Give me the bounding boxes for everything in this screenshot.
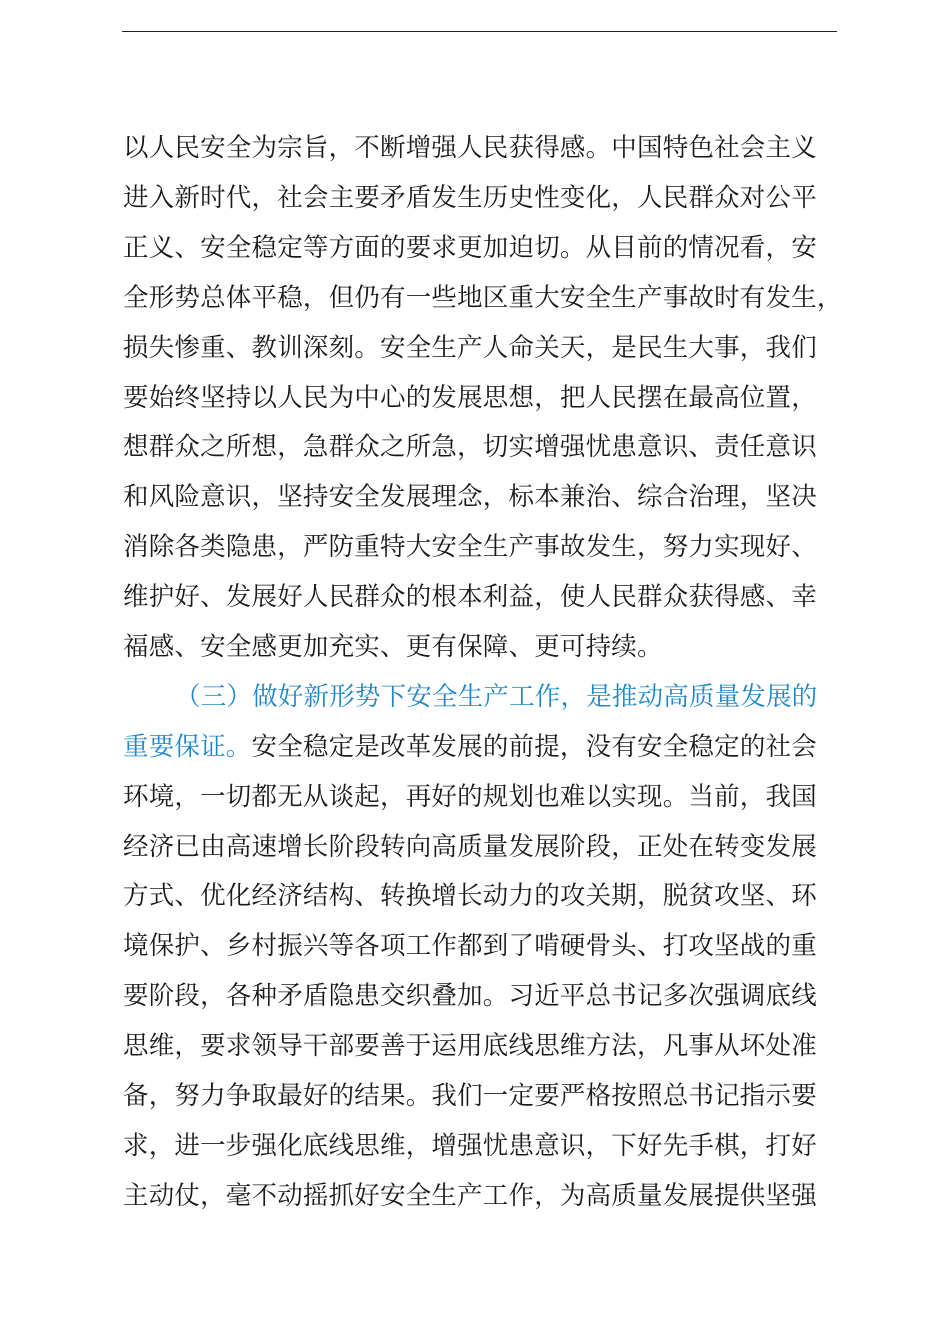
body-text-line: 以人民安全为宗旨，不断增强人民获得感。中国特色社会主义 [123,133,817,163]
body-text-line: 主动仗，毫不动摇抓好安全生产工作，为高质量发展提供坚强 [123,1181,817,1211]
body-text-line: 想群众之所想，急群众之所急，切实增强忧患意识、责任意识 [123,432,817,462]
body-text-line: 维护好、发展好人民群众的根本利益，使人民群众获得感、幸 [123,582,817,612]
body-text-line: 和风险意识，坚持安全发展理念，标本兼治、综合治理，坚决 [123,482,817,512]
header-rule [122,31,837,32]
body-text-line: 思维，要求领导干部要善于运用底线思维方法，凡事从坏处准 [123,1031,817,1061]
body-text-line: 正义、安全稳定等方面的要求更加迫切。从目前的情况看，安 [123,233,817,263]
body-text-line: 进入新时代，社会主要矛盾发生历史性变化，人民群众对公平 [123,183,817,213]
body-text-line: 福感、安全感更加充实、更有保障、更可持续。 [123,632,663,662]
body-text-span: 安全稳定是改革发展的前提，没有安全稳定的社会 [251,732,817,762]
body-text-line: 全形势总体平稳，但仍有一些地区重大安全生产事故时有发生， [123,283,843,313]
section-heading-end: 重要保证。 [123,732,252,762]
body-text-line: 消除各类隐患，严防重特大安全生产事故发生，努力实现好、 [123,532,817,562]
body-text-line: 要始终坚持以人民为中心的发展思想，把人民摆在最高位置， [123,383,817,413]
body-text-line [123,732,817,762]
body-text-line: 备，努力争取最好的结果。我们一定要严格按照总书记指示要 [123,1081,817,1111]
body-text-line: 环境，一切都无从谈起，再好的规划也难以实现。当前，我国 [123,782,817,812]
body-text-line: 要阶段，各种矛盾隐患交织叠加。习近平总书记多次强调底线 [123,981,817,1011]
section-heading: （三）做好新形势下安全生产工作，是推动高质量发展的 [175,682,818,712]
body-text-line: 损失惨重、教训深刻。安全生产人命关天，是民生大事，我们 [123,333,817,363]
body-text-line: 经济已由高速增长阶段转向高质量发展阶段，正处在转变发展 [123,832,817,862]
body-text-line: 求，进一步强化底线思维，增强忧患意识，下好先手棋，打好 [123,1131,817,1161]
body-text-line: 方式、优化经济结构、转换增长动力的攻关期，脱贫攻坚、环 [123,881,817,911]
body-text-line: 境保护、乡村振兴等各项工作都到了啃硬骨头、打攻坚战的重 [123,931,817,961]
